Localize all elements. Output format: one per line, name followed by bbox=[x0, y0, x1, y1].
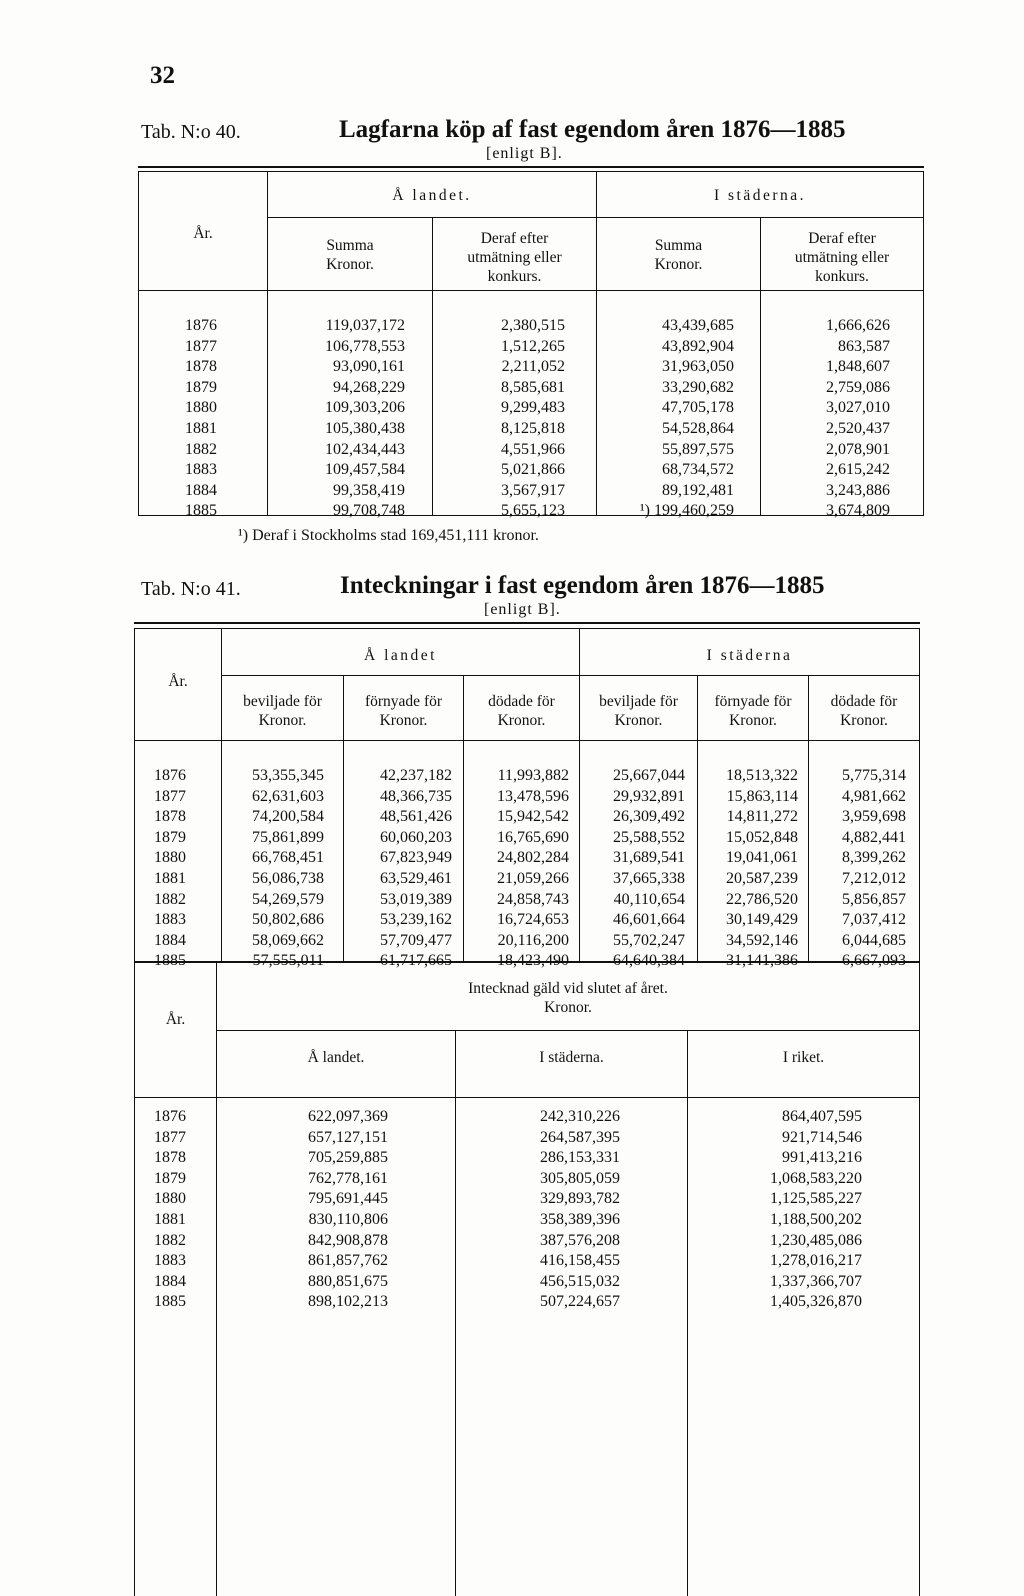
table-cell: 1885 bbox=[185, 502, 217, 520]
table-cell: 1880 bbox=[154, 1190, 186, 1208]
table-cell: 830,110,806 bbox=[308, 1210, 388, 1228]
table41-col-year: År. bbox=[168, 673, 188, 690]
table-cell: 1883 bbox=[185, 461, 217, 479]
table41-number: Tab. N:o 41. bbox=[141, 578, 241, 600]
table-cell: 48,366,735 bbox=[380, 787, 452, 805]
table40-landet-deraf bbox=[435, 316, 565, 522]
table-cell: 1879 bbox=[154, 828, 186, 846]
table40-staderna-summa bbox=[598, 316, 734, 522]
table-cell: ¹) 199,460,259 bbox=[639, 502, 734, 520]
table-cell: 57,555,011 bbox=[252, 952, 324, 970]
table-cell: 2,615,242 bbox=[826, 461, 890, 479]
table-cell: 102,434,443 bbox=[325, 440, 405, 458]
table-cell: 863,587 bbox=[838, 337, 890, 355]
gald-col-staderna: I städerna. bbox=[539, 1049, 604, 1066]
table-cell: 991,413,216 bbox=[782, 1149, 862, 1167]
table-cell: 37,665,338 bbox=[613, 869, 685, 887]
table-cell: 48,561,426 bbox=[380, 808, 452, 826]
table41-left-border bbox=[134, 629, 135, 1596]
table-cell: 1878 bbox=[185, 358, 217, 376]
table-cell: 53,355,345 bbox=[252, 767, 324, 784]
table-cell: 3,674,809 bbox=[826, 502, 890, 520]
table-cell: 106,778,553 bbox=[325, 337, 405, 355]
table-cell: 3,027,010 bbox=[826, 399, 890, 417]
table-cell: 109,303,206 bbox=[325, 399, 405, 417]
table-cell: 387,576,208 bbox=[540, 1231, 620, 1249]
table-cell: 4,551,966 bbox=[501, 440, 565, 458]
gald-staderna bbox=[460, 1107, 620, 1313]
table40-group-staderna: I städerna. bbox=[713, 187, 807, 204]
table-cell: 1876 bbox=[154, 767, 186, 784]
table41-divider-year bbox=[221, 629, 222, 962]
table-cell: 16,724,653 bbox=[497, 911, 569, 929]
table-cell: 3,959,698 bbox=[842, 808, 906, 826]
table-cell: 1,278,016,217 bbox=[770, 1252, 862, 1270]
table40-col-year: År. bbox=[193, 225, 213, 242]
table-cell: 94,268,229 bbox=[333, 378, 405, 396]
table-cell: 56,086,738 bbox=[252, 869, 324, 887]
table-cell: 46,601,664 bbox=[613, 911, 685, 929]
table-cell: 1876 bbox=[154, 1108, 186, 1125]
table-cell: 864,407,595 bbox=[782, 1108, 862, 1125]
table-cell: 1885 bbox=[154, 952, 186, 970]
table-cell: 60,060,203 bbox=[380, 828, 452, 846]
table-cell: 1885 bbox=[154, 1293, 186, 1311]
table-cell: 55,702,247 bbox=[613, 931, 685, 949]
gald-years bbox=[154, 1107, 186, 1313]
table-cell: 34,592,146 bbox=[726, 931, 798, 949]
table40-right-border bbox=[923, 172, 924, 515]
table-cell: 33,290,682 bbox=[662, 378, 734, 396]
table-cell: 1884 bbox=[154, 1272, 186, 1290]
table-cell: 1882 bbox=[185, 440, 217, 458]
table-cell: 1881 bbox=[154, 869, 186, 887]
table-cell: 8,399,262 bbox=[842, 849, 906, 867]
table-cell: 61,717,665 bbox=[380, 952, 452, 970]
table40-col-summa-landet: Summa Kronor. bbox=[326, 237, 374, 273]
table-cell: 7,212,012 bbox=[842, 869, 906, 887]
table-cell: 8,585,681 bbox=[501, 378, 565, 396]
table-cell: 42,237,182 bbox=[380, 767, 452, 784]
table40-title: Lagfarna köp af fast egendom åren 1876—1885 bbox=[339, 116, 846, 143]
table-cell: 24,802,284 bbox=[497, 849, 569, 867]
table-cell: 25,588,552 bbox=[613, 828, 685, 846]
table-cell: 99,358,419 bbox=[333, 481, 405, 499]
table-cell: 13,478,596 bbox=[497, 787, 569, 805]
table-cell: 6,044,685 bbox=[842, 931, 906, 949]
table-cell: 31,689,541 bbox=[613, 849, 685, 867]
table-cell: 1884 bbox=[154, 931, 186, 949]
table-cell: 1,188,500,202 bbox=[770, 1210, 862, 1228]
table-cell: 242,310,226 bbox=[540, 1108, 620, 1125]
gald-col-landet: Å landet. bbox=[307, 1049, 365, 1066]
table-cell: 43,892,904 bbox=[662, 337, 734, 355]
table40-top-rule bbox=[138, 166, 924, 168]
table41-top-rule-thin bbox=[134, 628, 920, 629]
table40-number: Tab. N:o 40. bbox=[141, 121, 241, 143]
gald-riket bbox=[692, 1107, 862, 1313]
table-cell: 40,110,654 bbox=[613, 890, 685, 908]
table41-subtitle: [enligt B]. bbox=[484, 601, 561, 618]
table-cell: 842,908,878 bbox=[308, 1231, 388, 1249]
table-cell: 15,942,542 bbox=[497, 808, 569, 826]
table41-landet-dodade bbox=[466, 766, 569, 972]
table41-col-dodade-staderna: dödade för Kronor. bbox=[830, 693, 898, 729]
table-cell: 264,587,395 bbox=[540, 1128, 620, 1146]
table-cell: 109,457,584 bbox=[325, 461, 405, 479]
table-cell: 880,851,675 bbox=[308, 1272, 388, 1290]
table-cell: 1876 bbox=[185, 317, 217, 334]
table40-group-landet: Å landet. bbox=[392, 187, 472, 204]
table40-header-rule bbox=[138, 290, 924, 291]
table-cell: 2,520,437 bbox=[826, 419, 890, 437]
table40-divider-groups bbox=[596, 172, 597, 515]
table40-subtitle: [enligt B]. bbox=[486, 145, 563, 162]
table-cell: 53,239,162 bbox=[380, 911, 452, 929]
table41-divider-groups bbox=[579, 629, 580, 962]
gald-divider-1 bbox=[455, 1031, 456, 1596]
table-cell: 6,667,093 bbox=[842, 952, 906, 970]
table-cell: 358,389,396 bbox=[540, 1210, 620, 1228]
table-cell: 2,211,052 bbox=[501, 358, 565, 376]
table41-title: Inteckningar i fast egendom åren 1876—1885 bbox=[340, 572, 825, 599]
table40-group-rule-staderna bbox=[597, 217, 923, 218]
table40-years bbox=[185, 316, 217, 522]
table-cell: 15,052,848 bbox=[726, 828, 798, 846]
table-cell: 1884 bbox=[185, 481, 217, 499]
table-cell: 3,243,886 bbox=[826, 481, 890, 499]
gald-group-rule bbox=[217, 1030, 919, 1031]
table-cell: 8,125,818 bbox=[501, 419, 565, 437]
table41-landet-fornyade bbox=[346, 766, 452, 972]
gald-col-year: År. bbox=[165, 1011, 186, 1028]
table-cell: 1,512,265 bbox=[501, 337, 565, 355]
table-cell: 22,786,520 bbox=[726, 890, 798, 908]
table-cell: 9,299,483 bbox=[501, 399, 565, 417]
table-cell: 1879 bbox=[185, 378, 217, 396]
table-cell: 5,021,866 bbox=[501, 461, 565, 479]
table-cell: 20,116,200 bbox=[497, 931, 569, 949]
table41-col-beviljade-staderna: beviljade för Kronor. bbox=[599, 693, 678, 729]
table-cell: 1,068,583,220 bbox=[770, 1169, 862, 1187]
table41-years bbox=[154, 766, 186, 972]
table41-group-landet: Å landet bbox=[364, 647, 437, 664]
page-number: 32 bbox=[150, 62, 175, 89]
table-cell: 1,848,607 bbox=[826, 358, 890, 376]
table-cell: 67,823,949 bbox=[380, 849, 452, 867]
table-cell: 795,691,445 bbox=[308, 1190, 388, 1208]
table-cell: 1879 bbox=[154, 1169, 186, 1187]
table-cell: 1882 bbox=[154, 1231, 186, 1249]
table-cell: 1877 bbox=[154, 1128, 186, 1146]
table40-top-rule-thin bbox=[138, 171, 924, 172]
table-cell: 7,037,412 bbox=[842, 911, 906, 929]
table-cell: 286,153,331 bbox=[540, 1149, 620, 1167]
table41-staderna-fornyade bbox=[700, 766, 798, 972]
gald-col-riket: I riket. bbox=[782, 1049, 825, 1066]
table-cell: 105,380,438 bbox=[325, 419, 405, 437]
table-cell: 5,856,857 bbox=[842, 890, 906, 908]
table40-landet-summa bbox=[270, 316, 405, 522]
gald-divider-2 bbox=[687, 1031, 688, 1596]
table-cell: 1,230,485,086 bbox=[770, 1231, 862, 1249]
table41-staderna-beviljade bbox=[582, 766, 685, 972]
table-cell: 20,587,239 bbox=[726, 869, 798, 887]
table41-right-border bbox=[919, 629, 920, 1596]
table-cell: 329,893,782 bbox=[540, 1190, 620, 1208]
table-cell: 58,069,662 bbox=[252, 931, 324, 949]
table-cell: 1883 bbox=[154, 1252, 186, 1270]
table-cell: 1880 bbox=[154, 849, 186, 867]
table-cell: 68,734,572 bbox=[662, 461, 734, 479]
table-cell: 5,655,123 bbox=[501, 502, 565, 520]
table41-group-rule-staderna bbox=[580, 675, 919, 676]
table-cell: 762,778,161 bbox=[308, 1169, 388, 1187]
table41-group-rule-landet bbox=[222, 675, 579, 676]
table-cell: 29,932,891 bbox=[613, 787, 685, 805]
table-cell: 921,714,546 bbox=[782, 1128, 862, 1146]
table40-group-rule-landet bbox=[268, 217, 596, 218]
table-cell: 1,125,585,227 bbox=[770, 1190, 862, 1208]
table-cell: 47,705,178 bbox=[662, 399, 734, 417]
table-cell: 16,765,690 bbox=[497, 828, 569, 846]
table-cell: 2,759,086 bbox=[826, 378, 890, 396]
table41-col-dodade-landet: dödade för Kronor. bbox=[488, 693, 555, 729]
table-cell: 50,802,686 bbox=[252, 911, 324, 929]
table40-left-border bbox=[138, 172, 139, 515]
table-cell: 99,708,748 bbox=[333, 502, 405, 520]
table-cell: 66,768,451 bbox=[252, 849, 324, 867]
table-cell: 19,041,061 bbox=[726, 849, 798, 867]
table-cell: 30,149,429 bbox=[726, 911, 798, 929]
table-cell: 55,897,575 bbox=[662, 440, 734, 458]
table41-staderna-dodade bbox=[811, 766, 906, 972]
table-cell: 456,515,032 bbox=[540, 1272, 620, 1290]
table40-col-deraf-landet: Deraf efter utmätning eller konkurs. bbox=[467, 230, 562, 285]
table-cell: 1883 bbox=[154, 911, 186, 929]
table40-staderna-deraf bbox=[762, 316, 890, 522]
table-cell: 1,405,326,870 bbox=[770, 1293, 862, 1311]
table-cell: 1,666,626 bbox=[826, 317, 890, 334]
table-cell: 705,259,885 bbox=[308, 1149, 388, 1167]
table-cell: 18,423,490 bbox=[497, 952, 569, 970]
table-cell: 1878 bbox=[154, 1149, 186, 1167]
table-cell: 14,811,272 bbox=[726, 808, 798, 826]
table-cell: 507,224,657 bbox=[540, 1293, 620, 1311]
table-cell: 89,192,481 bbox=[662, 481, 734, 499]
table-cell: 64,640,384 bbox=[613, 952, 685, 970]
table-cell: 62,631,603 bbox=[252, 787, 324, 805]
table-cell: 3,567,917 bbox=[501, 481, 565, 499]
table-cell: 4,882,441 bbox=[842, 828, 906, 846]
table-cell: 622,097,369 bbox=[308, 1108, 388, 1125]
table-cell: 861,857,762 bbox=[308, 1252, 388, 1270]
gald-header-rule bbox=[134, 1097, 920, 1098]
table-cell: 26,309,492 bbox=[613, 808, 685, 826]
table-cell: 54,528,864 bbox=[662, 419, 734, 437]
table40-footnote: ¹) Deraf i Stockholms stad 169,451,111 kronor. bbox=[238, 527, 539, 544]
table-cell: 416,158,455 bbox=[540, 1252, 620, 1270]
table40-divider-year bbox=[267, 172, 268, 515]
table41-landet-beviljade bbox=[224, 766, 324, 972]
table41-col-beviljade-landet: beviljade för Kronor. bbox=[243, 693, 322, 729]
table-cell: 75,861,899 bbox=[252, 828, 324, 846]
table-cell: 57,709,477 bbox=[380, 931, 452, 949]
table-cell: 657,127,151 bbox=[308, 1128, 388, 1146]
table-cell: 18,513,322 bbox=[726, 767, 798, 784]
table-cell: 305,805,059 bbox=[540, 1169, 620, 1187]
table-cell: 31,963,050 bbox=[662, 358, 734, 376]
table-cell: 2,078,901 bbox=[826, 440, 890, 458]
table41-header-rule bbox=[134, 740, 920, 741]
gald-header: Intecknad gäld vid slutet af året. Kronor. bbox=[468, 980, 668, 1016]
table-cell: 119,037,172 bbox=[325, 317, 405, 334]
table-cell: 1881 bbox=[185, 419, 217, 437]
table-cell: 5,775,314 bbox=[842, 767, 906, 784]
table-cell: 1877 bbox=[185, 337, 217, 355]
table-cell: 1878 bbox=[154, 808, 186, 826]
table41-col-fornyade-staderna: förnyade för Kronor. bbox=[714, 693, 792, 729]
table-cell: 54,269,579 bbox=[252, 890, 324, 908]
table-cell: 93,090,161 bbox=[333, 358, 405, 376]
table40-col-summa-staderna: Summa Kronor. bbox=[654, 237, 703, 273]
table-cell: 43,439,685 bbox=[662, 317, 734, 334]
table41-group-staderna: I städerna bbox=[706, 647, 793, 664]
table-cell: 24,858,743 bbox=[497, 890, 569, 908]
table-cell: 11,993,882 bbox=[497, 767, 569, 784]
table41-top-rule bbox=[134, 622, 920, 624]
table-cell: 74,200,584 bbox=[252, 808, 324, 826]
table41-col-fornyade-landet: förnyade för Kronor. bbox=[364, 693, 443, 729]
table-cell: 63,529,461 bbox=[380, 869, 452, 887]
table-cell: 15,863,114 bbox=[726, 787, 798, 805]
table-cell: 2,380,515 bbox=[501, 317, 565, 334]
gald-landet bbox=[230, 1107, 388, 1313]
table-cell: 21,059,266 bbox=[497, 869, 569, 887]
table-cell: 1881 bbox=[154, 1210, 186, 1228]
table-cell: 1,337,366,707 bbox=[770, 1272, 862, 1290]
table-cell: 53,019,389 bbox=[380, 890, 452, 908]
table-cell: 1877 bbox=[154, 787, 186, 805]
table-cell: 898,102,213 bbox=[308, 1293, 388, 1311]
table-cell: 4,981,662 bbox=[842, 787, 906, 805]
table-cell: 25,667,044 bbox=[613, 767, 685, 784]
table-cell: 1880 bbox=[185, 399, 217, 417]
table-cell: 31,141,386 bbox=[726, 952, 798, 970]
table-cell: 1882 bbox=[154, 890, 186, 908]
table40-col-deraf-staderna: Deraf efter utmätning eller konkurs. bbox=[794, 230, 890, 285]
